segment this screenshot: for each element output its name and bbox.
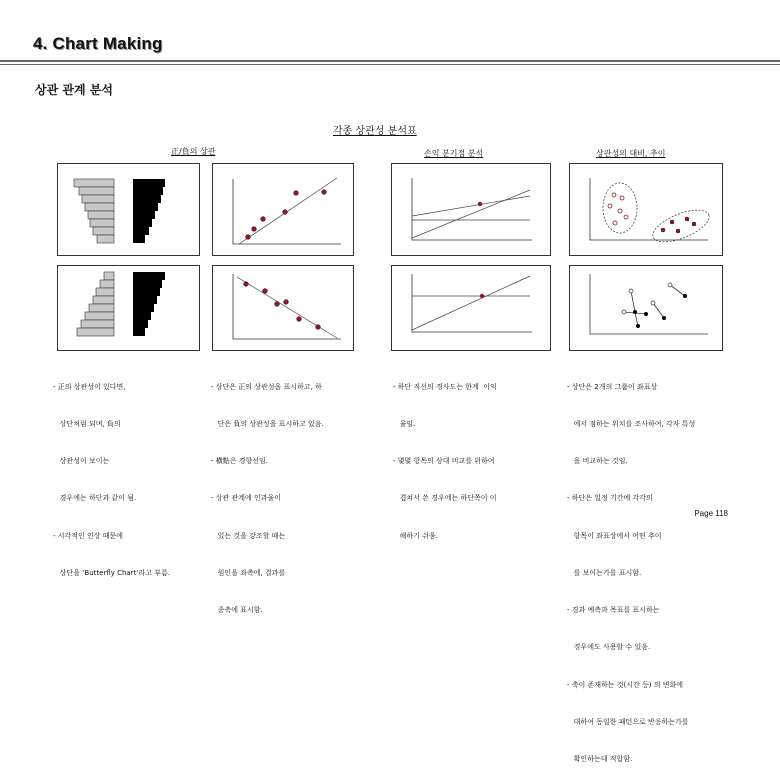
gray-bar bbox=[79, 187, 114, 195]
note-line: 해하기 쉬움. bbox=[393, 531, 438, 540]
gray-bar bbox=[100, 280, 114, 288]
gray-bar bbox=[97, 235, 114, 243]
note-line: - 상단은 2개의 그룹이 좌표상 bbox=[567, 382, 658, 391]
scatter-negative-svg bbox=[213, 266, 353, 350]
group-b-ellipse bbox=[649, 204, 714, 249]
note-line: 를 보이는가를 표시함. bbox=[567, 568, 642, 577]
note-line: 확인하는데 적합함. bbox=[567, 755, 633, 763]
data-point bbox=[620, 196, 624, 200]
data-point bbox=[297, 317, 302, 322]
breakeven-overlay-svg bbox=[392, 164, 550, 255]
data-point bbox=[294, 191, 299, 196]
note-line: - 하단은 일정 기간에 각각의 bbox=[567, 494, 653, 503]
black-bar bbox=[133, 328, 145, 336]
black-bar bbox=[133, 219, 152, 227]
note-line: - 몇몇 항목의 상대 비교를 위하여 bbox=[393, 457, 495, 466]
header-rule bbox=[0, 60, 780, 62]
gray-bar bbox=[74, 179, 114, 187]
data-point bbox=[692, 222, 696, 226]
scatter-dots bbox=[246, 190, 327, 240]
gray-bar bbox=[85, 203, 114, 211]
gray-bar bbox=[77, 328, 114, 336]
trend-line bbox=[239, 178, 337, 244]
black-bar bbox=[133, 280, 162, 288]
axes bbox=[412, 274, 532, 332]
data-point bbox=[644, 312, 648, 316]
axes bbox=[233, 274, 341, 339]
note-line: 겹쳐서 쓴 경우에는 하단쪽이 이 bbox=[393, 494, 497, 503]
black-bar bbox=[133, 272, 165, 280]
group-b-points bbox=[661, 217, 696, 233]
trajectory bbox=[635, 313, 638, 326]
sloped-line bbox=[412, 276, 530, 330]
data-point bbox=[283, 210, 288, 215]
note-line: 원인을 좌측에, 결과를 bbox=[211, 568, 286, 577]
gray-bar bbox=[89, 304, 114, 312]
notes-column-3 bbox=[393, 356, 497, 555]
scatter-positive bbox=[212, 163, 354, 256]
data-point bbox=[608, 204, 612, 208]
note-line: - 시각적인 인상 때문에 bbox=[53, 531, 124, 540]
data-point bbox=[670, 220, 674, 224]
note-line: - 상단은 正의 상관성을 표시하고, 하 bbox=[211, 382, 322, 391]
black-bar bbox=[133, 179, 165, 187]
gray-bar bbox=[85, 312, 114, 320]
note-line: 있는 것을 강조할 때는 bbox=[211, 531, 286, 540]
data-point bbox=[612, 193, 616, 197]
gray-bar bbox=[93, 296, 114, 304]
note-line: 에서 점하는 위치를 조사하여, 각자 특성 bbox=[567, 420, 696, 429]
note-line: - 상관 관계에 인과율이 bbox=[211, 494, 282, 503]
scatter-positive-svg bbox=[213, 164, 353, 255]
data-point bbox=[284, 300, 289, 305]
data-point bbox=[668, 283, 672, 287]
notes-column-2 bbox=[211, 356, 324, 629]
data-point bbox=[624, 215, 628, 219]
butterfly-chart-positive-svg bbox=[58, 164, 199, 255]
black-bar bbox=[133, 203, 158, 211]
trend-line bbox=[237, 277, 337, 338]
section-subtitle: 상관 관계 분석 bbox=[35, 83, 113, 97]
gray-bar bbox=[93, 227, 114, 235]
trajectory bbox=[653, 303, 664, 318]
note-line: 상관성이 보이는 bbox=[53, 457, 110, 466]
group-label-contrast: 상관성의 대비, 추이 bbox=[596, 149, 666, 158]
group-a-points bbox=[608, 193, 628, 225]
note-line: 종축에 표시함. bbox=[211, 606, 263, 615]
note-line: 을 비교하는 것임. bbox=[567, 457, 628, 466]
butterfly-black-bars-negative bbox=[133, 272, 165, 336]
breakeven-separate bbox=[391, 265, 551, 351]
black-bar bbox=[133, 296, 157, 304]
note-line: 단은 負의 상관성을 표시하고 있음. bbox=[211, 420, 324, 429]
group-label-breakeven: 손익 분기점 분석 bbox=[424, 149, 484, 158]
group-label-correlation: 正/負의 상관 bbox=[171, 147, 216, 156]
group-contrast bbox=[569, 163, 723, 256]
data-point bbox=[244, 282, 249, 287]
gray-bar bbox=[104, 272, 114, 280]
gray-bar bbox=[82, 195, 114, 203]
gray-bar bbox=[88, 211, 114, 219]
gray-bar bbox=[81, 320, 114, 328]
data-point bbox=[252, 227, 257, 232]
black-bar bbox=[133, 227, 149, 235]
trajectory-chart-svg bbox=[570, 266, 722, 350]
trajectory-chart bbox=[569, 265, 723, 351]
data-point bbox=[316, 325, 321, 330]
note-line: 대하여 동일한 패턴으로 반응하는가를 bbox=[567, 717, 689, 726]
page-heading: 4. Chart Making bbox=[33, 34, 163, 53]
trajectory-start-points bbox=[622, 283, 672, 314]
butterfly-gray-bars-negative bbox=[77, 272, 114, 336]
gray-bar bbox=[90, 219, 114, 227]
data-point bbox=[685, 217, 689, 221]
black-bar bbox=[133, 288, 160, 296]
axes bbox=[590, 178, 708, 240]
data-point bbox=[683, 294, 687, 298]
data-point bbox=[261, 217, 266, 222]
group-contrast-svg bbox=[570, 164, 722, 255]
data-point bbox=[263, 289, 268, 294]
notes-column-4 bbox=[567, 356, 695, 778]
data-point bbox=[662, 316, 666, 320]
black-bar bbox=[133, 195, 161, 203]
breakeven-point bbox=[480, 294, 484, 298]
notes-column-1 bbox=[53, 356, 170, 592]
note-line: 경우에는 하단과 같이 됨. bbox=[53, 494, 137, 503]
data-point bbox=[613, 221, 617, 225]
group-a-ellipse bbox=[603, 183, 637, 233]
note-line: 율임. bbox=[393, 420, 416, 429]
scatter-dots-negative bbox=[244, 282, 321, 330]
note-line: - 横點은 경향선임. bbox=[211, 457, 269, 466]
gray-bar bbox=[96, 288, 114, 296]
data-point bbox=[676, 229, 680, 233]
data-point bbox=[633, 310, 637, 314]
note-line: - 正의 상관성이 있다면, bbox=[53, 382, 126, 391]
butterfly-chart-negative-svg bbox=[58, 266, 199, 350]
butterfly-gray-bars bbox=[74, 179, 114, 243]
note-line: - 하단 직선의 경사도는 한계 이익 bbox=[393, 382, 497, 391]
trajectory bbox=[631, 291, 635, 312]
breakeven-overlay bbox=[391, 163, 551, 256]
data-point bbox=[275, 302, 280, 307]
data-point bbox=[636, 324, 640, 328]
header-rule-thin bbox=[0, 64, 780, 65]
note-line: - 경과 예측과 목표를 표시하는 bbox=[567, 606, 660, 615]
data-point bbox=[661, 228, 665, 232]
table-title: 각종 상관성 분석표 bbox=[333, 126, 417, 137]
axes bbox=[590, 274, 708, 334]
trajectory-end-points bbox=[633, 294, 687, 328]
black-bar bbox=[133, 304, 154, 312]
trajectory bbox=[670, 285, 685, 296]
data-point bbox=[246, 235, 251, 240]
note-line: 상단처럼 되며, 負의 bbox=[53, 420, 121, 429]
data-point bbox=[618, 209, 622, 213]
breakeven-point bbox=[478, 202, 482, 206]
scatter-negative bbox=[212, 265, 354, 351]
black-bar bbox=[133, 235, 145, 243]
black-bar bbox=[133, 312, 151, 320]
black-bar bbox=[133, 320, 148, 328]
breakeven-separate-svg bbox=[392, 266, 550, 350]
data-point bbox=[651, 301, 655, 305]
butterfly-chart-positive bbox=[57, 163, 200, 256]
note-line: 경우에도 사용할 수 있음. bbox=[567, 643, 651, 652]
page-number: Page 118 bbox=[694, 509, 728, 518]
data-point bbox=[622, 310, 626, 314]
data-point bbox=[629, 289, 633, 293]
butterfly-chart-negative bbox=[57, 265, 200, 351]
black-bar bbox=[133, 211, 155, 219]
sales-line bbox=[412, 190, 530, 238]
black-bar bbox=[133, 187, 163, 195]
note-line: - 축이 존재하는 것(시간 등) 의 변화에 bbox=[567, 680, 684, 689]
butterfly-black-bars bbox=[133, 179, 165, 243]
cost-line bbox=[412, 196, 530, 216]
data-point bbox=[322, 190, 327, 195]
note-line: 상단을 ‘Butterfly Chart’라고 부름. bbox=[53, 568, 171, 577]
note-line: 항목이 좌표상에서 어떤 추이 bbox=[567, 531, 662, 540]
